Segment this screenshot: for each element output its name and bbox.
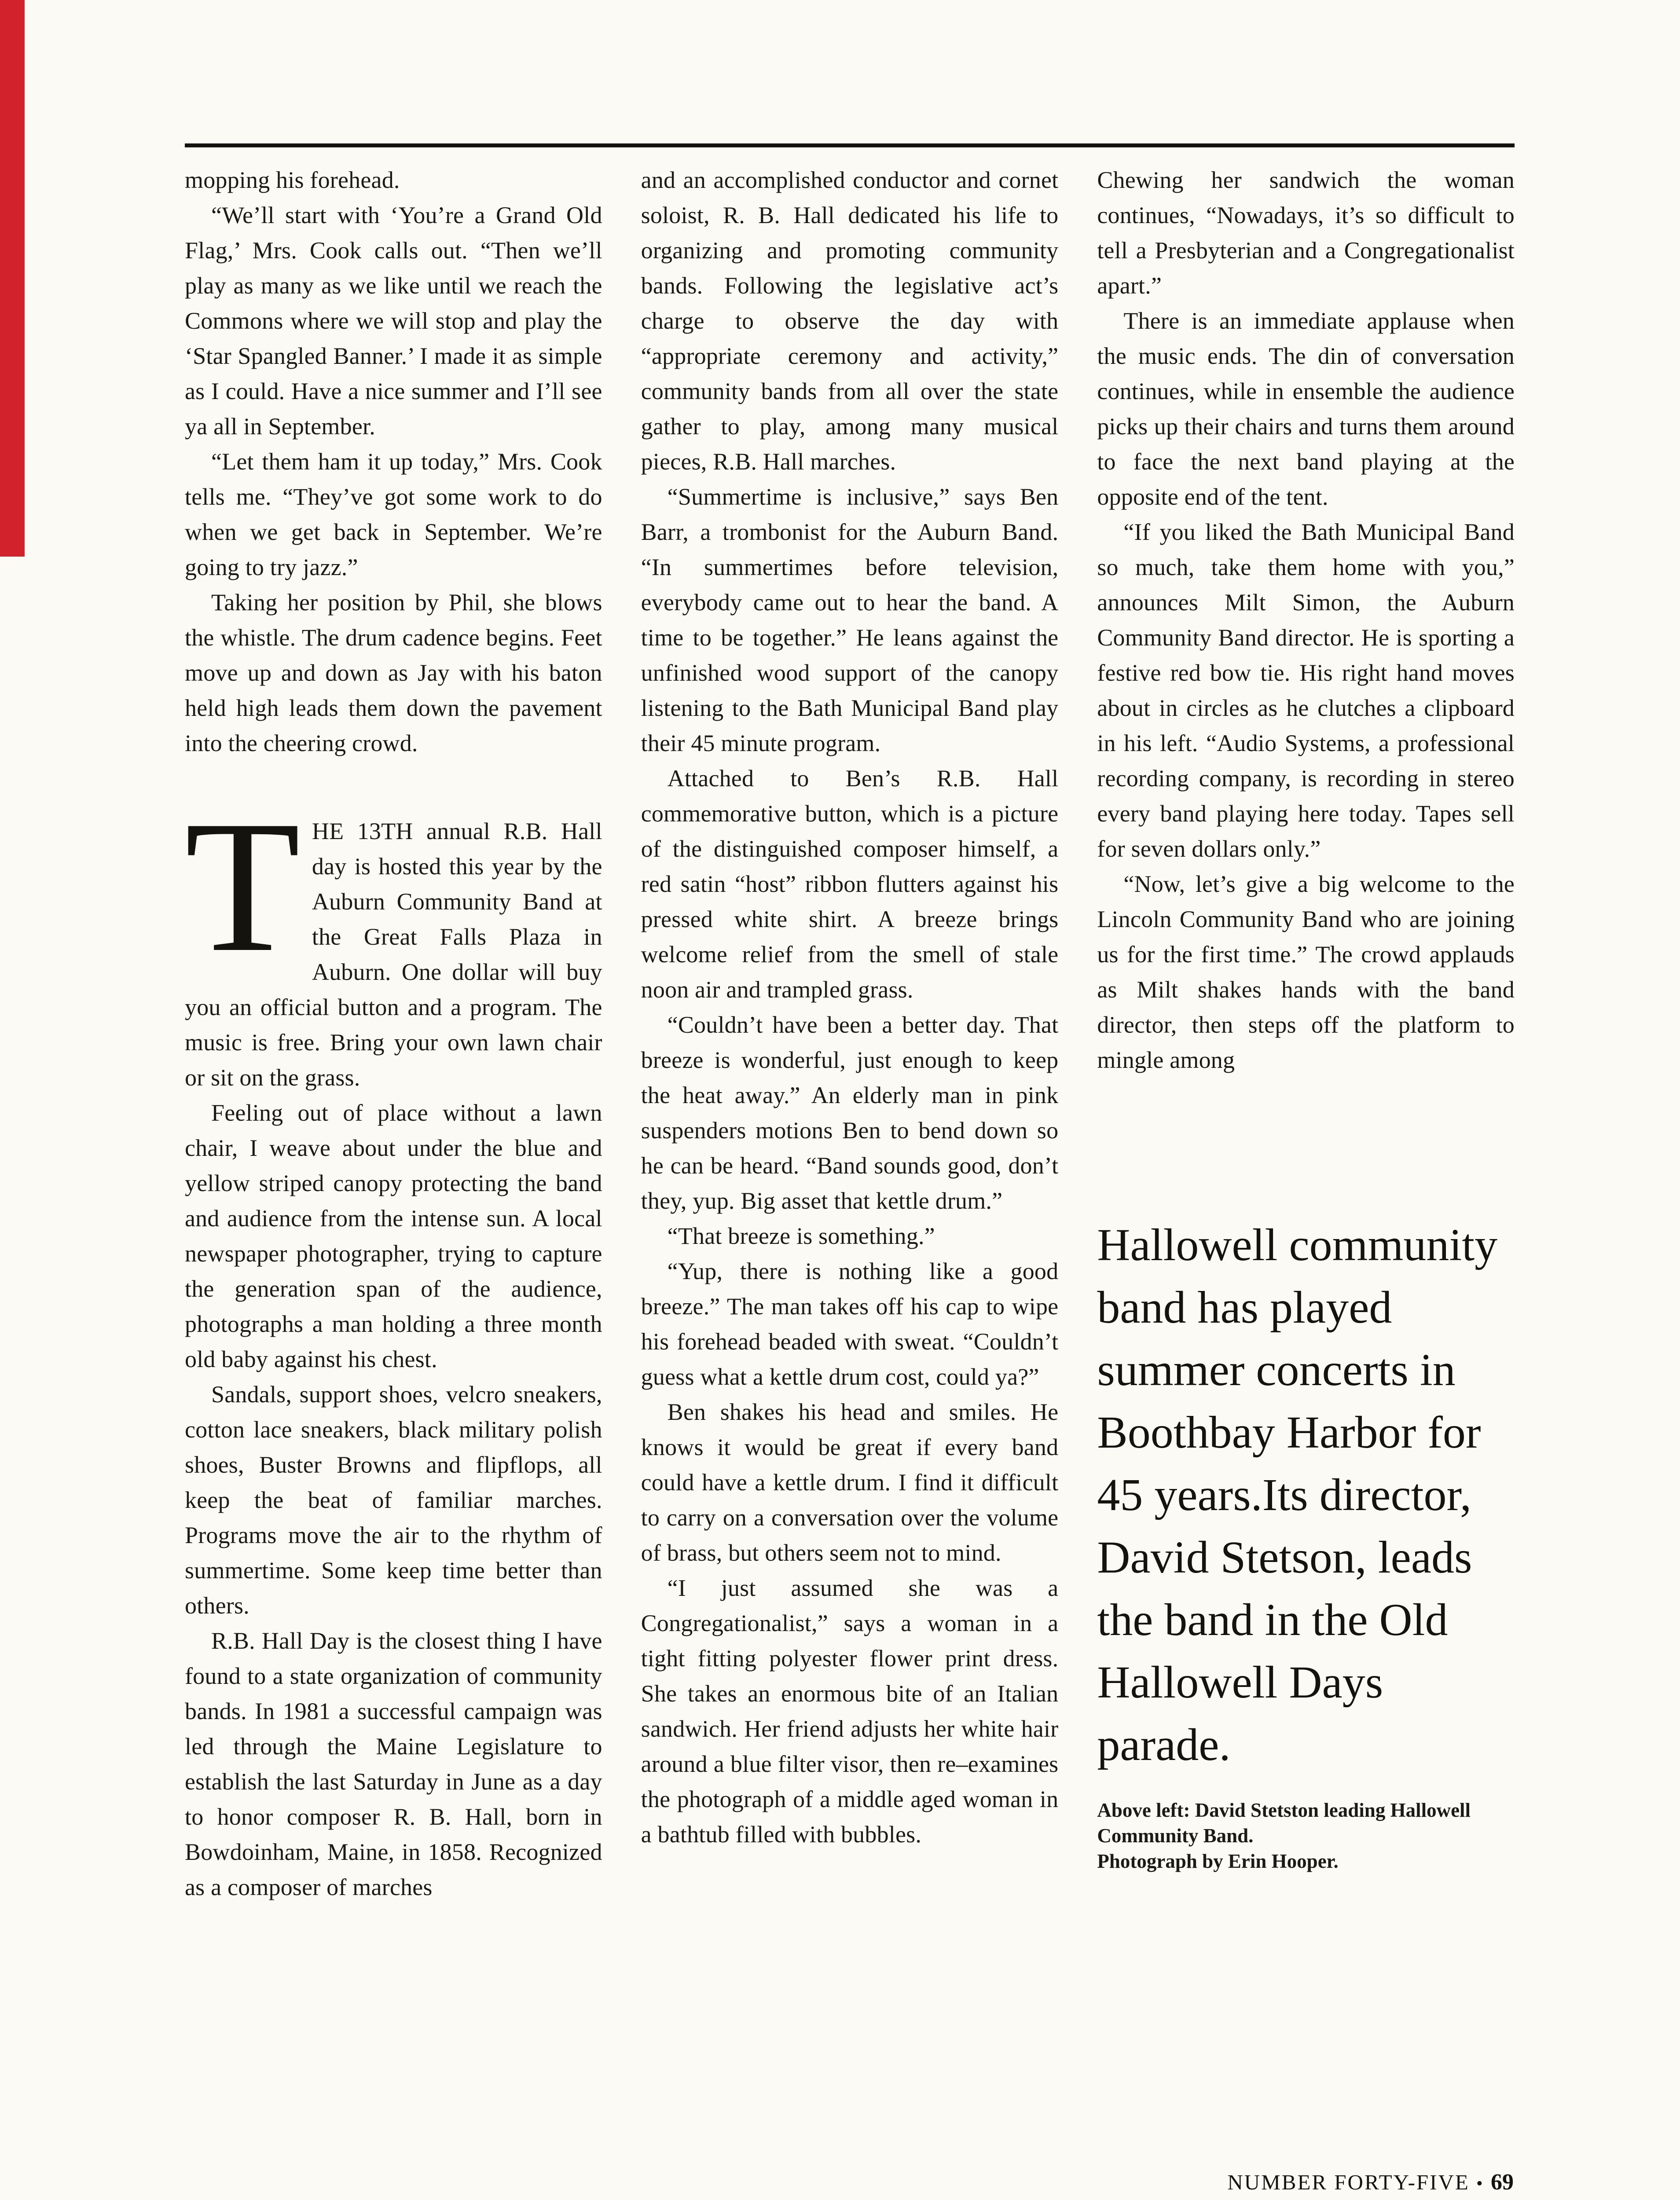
folio — [1227, 2169, 1514, 2195]
caption-line: Photograph by Erin Hooper. — [1097, 1850, 1339, 1872]
paragraph: “Summertime is inclusive,” says Ben Barr, a trombonist for the Auburn Band. “In summertimes before television, everybody came out to hear the band. A time to be together.” He leans against the unfinished wood support of the canopy listening to the Bath Municipal Band play their 45 minute program. — [641, 484, 1059, 756]
photo-caption — [1097, 1797, 1515, 1874]
page-number: 69 — [1491, 2170, 1514, 2195]
paragraph: Taking her position by Phil, she blows the whistle. The drum cadence begins. Feet move up and down as Jay with his baton held high leads them down the pavement into the cheering crowd. — [185, 589, 602, 756]
paragraph: R.B. Hall Day is the closest thing I have found to a state organization of community bands. In 1981 a successful campaign was led through the Maine Legislature to establish the last Saturday in June as a day to honor composer R. B. Hall, born in Bowdoinham, Maine, in 1858. Recognized as a composer of marches — [185, 1628, 602, 1900]
paragraph: Attached to Ben’s R.B. Hall commemorative button, which is a picture of the distinguished composer himself, a red satin “host” ribbon flutters against his pressed white shirt. A breeze brings welcome relief from the smell of stale noon air and trampled grass. — [641, 765, 1059, 1003]
caption-line: Above left: David Stetston leading Hallowell Community Band. — [1097, 1799, 1471, 1847]
paragraph: mopping his forehead. — [185, 167, 400, 193]
paragraph: “Couldn’t have been a better day. That breeze is wonderful, just enough to keep the heat away.” An elderly man in pink suspenders motions Ben to bend down so he can be heard. “Band sounds good, don’t they, yup. Big asset that kettle drum.” — [641, 1012, 1059, 1214]
paragraph: “That breeze is something.” — [667, 1223, 935, 1249]
top-rule — [185, 143, 1515, 147]
folio-bullet: • — [1476, 2174, 1484, 2194]
pull-quote: Hallowell community band has played summer concerts in Boothbay Harbor for 45 years.Its director, David Stetson, leads the band in the Old Hallowell Days parade. — [1097, 1220, 1498, 1770]
paragraph: “Now, let’s give a big welcome to the Lincoln Community Band who are joining us for the first time.” The crowd applauds as Milt shakes hands with the band director, then steps off the platform to mingle among — [1097, 871, 1515, 1073]
paragraph: There is an immediate applause when the music ends. The din of conversation continues, while in ensemble the audience picks up their chairs and turns them around to face the next band playing at the opposite end of the tent. — [1097, 308, 1515, 510]
paragraph-dropcap — [185, 782, 602, 1095]
left-edge-accent — [0, 0, 25, 557]
paragraph: “If you liked the Bath Municipal Band so much, take them home with you,” announces Milt Simon, the Auburn Community Band director. He is sporting a festive red bow tie. His right hand moves about in circles as he clutches a clipboard in his left. “Audio Systems, a professional recording company, is recording in stereo every band playing here today. Tapes sell for seven dollars only.” — [1097, 519, 1515, 862]
paragraph: Chewing her sandwich the woman continues, “Nowadays, it’s so difficult to tell a Presbyterian and a Congregationalist apart.” — [1097, 167, 1515, 299]
column-1 — [185, 162, 602, 1905]
column-2 — [641, 162, 1059, 1905]
paragraph: Feeling out of place without a lawn chair, I weave about under the blue and yellow striped canopy protecting the band and audience from the intense sun. A local newspaper photographer, trying to capture the generation span of the audience, photographs a man holding a three month old baby against his chest. — [185, 1100, 602, 1372]
paragraph: “Let them ham it up today,” Mrs. Cook tells me. “They’ve got some work to do when we get back in September. We’re going to try jazz.” — [185, 448, 602, 580]
paragraph: “Yup, there is nothing like a good breeze.” The man takes off his cap to wipe his forehead beaded with sweat. “Couldn’t guess what a kettle drum cost, could ya?” — [641, 1258, 1059, 1390]
paragraph: “We’ll start with ‘You’re a Grand Old Flag,’ Mrs. Cook calls out. “Then we’ll play as many as we like until we reach the Commons where we will stop and play the ‘Star Spangled Banner.’ I made it as simple as I could. Have a nice summer and I’ll see ya all in September. — [185, 202, 602, 440]
issue-label: NUMBER FORTY-FIVE — [1227, 2170, 1470, 2194]
page-content — [185, 0, 1515, 1905]
paragraph: Sandals, support shoes, velcro sneakers, cotton lace sneakers, black military polish shoes, Buster Browns and flipflops, all keep the beat of familiar marches. Programs move the air to the rhythm of summertime. Some keep time better than others. — [185, 1381, 602, 1619]
paragraph: and an accomplished conductor and cornet soloist, R. B. Hall dedicated his life to organizing and promoting community bands. Following the legislative act’s charge to observe the day with “appropriate ceremony and activity,” community bands from all over the state gather to play, among many musical pieces, R.B. Hall marches. — [641, 167, 1059, 475]
paragraph-text: HE 13TH annual R.B. Hall day is hosted this year by the Auburn Community Band at the Great Falls Plaza in Auburn. One dollar will buy you an official button and a program. The music is free. Bring your own lawn chair or sit on the grass. — [185, 818, 602, 1091]
column-3 — [1097, 162, 1515, 1905]
paragraph: Ben shakes his head and smiles. He knows it would be great if every band could have a kettle drum. I find it difficult to carry on a conversation over the volume of brass, but others seem not to mind. — [641, 1399, 1059, 1566]
drop-cap-letter: T — [185, 782, 301, 991]
text-columns — [185, 162, 1515, 1905]
paragraph: “I just assumed she was a Congregationalist,” says a woman in a tight fitting polyester flower print dress. She takes an enormous bite of an Italian sandwich. Her friend adjusts her white hair around a blue filter visor, then re–examines the photograph of a middle aged woman in a bathtub filled with bubbles. — [641, 1575, 1059, 1848]
